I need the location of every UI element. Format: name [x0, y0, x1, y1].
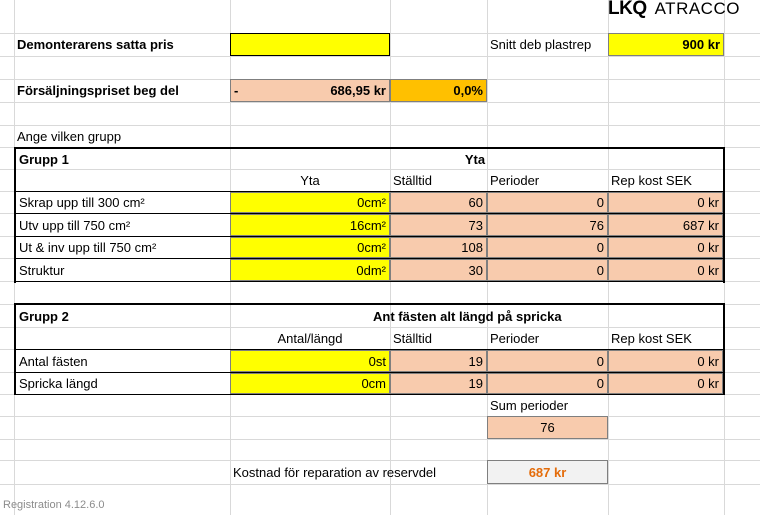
grupp1-perioder: 0	[487, 237, 608, 258]
grupp1-repkost: 0 kr	[608, 259, 723, 281]
grupp1-value-input[interactable]: 16cm²	[230, 214, 390, 236]
grupp1-perioder: 76	[487, 214, 608, 236]
grupp1-value-input[interactable]: 0cm²	[230, 192, 390, 213]
grupp1-stalltid: 30	[390, 259, 487, 281]
grupp1-stalltid: 108	[390, 237, 487, 258]
grupp2-repkost: 0 kr	[608, 373, 723, 394]
kostnad-value: 687 kr	[487, 460, 608, 484]
salj-value: 686,95 kr	[330, 83, 386, 98]
grupp2-col-antal: Antal/längd	[277, 330, 343, 346]
grupp2-title: Grupp 2	[19, 308, 69, 324]
grupp2-stalltid: 19	[390, 350, 487, 372]
grupp1-stalltid: 73	[390, 214, 487, 236]
salj-label: Försäljningspriset beg del	[17, 83, 179, 98]
grupp1-repkost: 0 kr	[608, 237, 723, 258]
grupp1-row-label: Skrap upp till 300 cm²	[19, 195, 145, 210]
grupp2-section-title: Ant fästen alt längd på spricka	[373, 308, 562, 324]
grupp1-row-label: Ut & inv upp till 750 cm²	[19, 240, 157, 255]
grupp1-value-input[interactable]: 0dm²	[230, 259, 390, 281]
grupp1-value-input[interactable]: 0cm²	[230, 237, 390, 258]
grupp1-col-perioder: Perioder	[490, 172, 540, 188]
snitt-value: 900 kr	[608, 33, 724, 56]
demont-price-input[interactable]	[230, 33, 390, 56]
grupp1-row-label: Utv upp till 750 cm²	[19, 217, 131, 233]
grupp2-repkost: 0 kr	[608, 350, 723, 372]
grupp1-col-repkost: Rep kost SEK	[611, 172, 692, 188]
grupp2-value-input[interactable]: 0cm	[230, 373, 390, 394]
snitt-label: Snitt deb plastrep	[490, 37, 592, 52]
grupp1-row-label: Struktur	[19, 262, 65, 278]
sum-perioder-label: Sum perioder	[490, 398, 569, 413]
grupp2-row-label: Antal fästen	[19, 353, 88, 369]
sum-perioder-value: 76	[487, 416, 608, 439]
demont-label: Demonterarens satta pris	[17, 37, 174, 52]
grupp1-stalltid: 60	[390, 192, 487, 213]
grupp1-col-stalltid: Ställtid	[393, 172, 433, 188]
kostnad-label: Kostnad för reparation av reservdel	[233, 464, 437, 480]
grupp2-value-input[interactable]: 0st	[230, 350, 390, 372]
grupp2-perioder: 0	[487, 373, 608, 394]
grupp1-section-title: Yta	[464, 151, 486, 167]
logo-name: ATRACCO	[654, 0, 740, 18]
grupp2-col-perioder: Perioder	[490, 330, 540, 346]
grupp1-repkost: 0 kr	[608, 192, 723, 213]
grupp1-perioder: 0	[487, 192, 608, 213]
salj-percent: 0,0%	[390, 79, 487, 102]
ange-grupp-label: Ange vilken grupp	[17, 128, 122, 144]
grupp2-perioder: 0	[487, 350, 608, 372]
salj-dash: -	[234, 83, 239, 98]
grupp1-title: Grupp 1	[19, 151, 69, 167]
grupp1-repkost: 687 kr	[608, 214, 723, 236]
grupp1-col-yta: Yta	[300, 172, 320, 188]
grupp2-row-label: Spricka längd	[19, 376, 98, 391]
grupp2-col-repkost: Rep kost SEK	[611, 330, 692, 346]
lkq-atracco-logo	[608, 0, 740, 18]
grupp1-perioder: 0	[487, 259, 608, 281]
salj-value-cell	[230, 79, 390, 102]
grupp2-stalltid: 19	[390, 373, 487, 394]
grupp2-col-stalltid: Ställtid	[393, 330, 433, 346]
version-label: Registration 4.12.6.0	[3, 499, 105, 511]
logo-brand: LKQ	[608, 0, 647, 19]
